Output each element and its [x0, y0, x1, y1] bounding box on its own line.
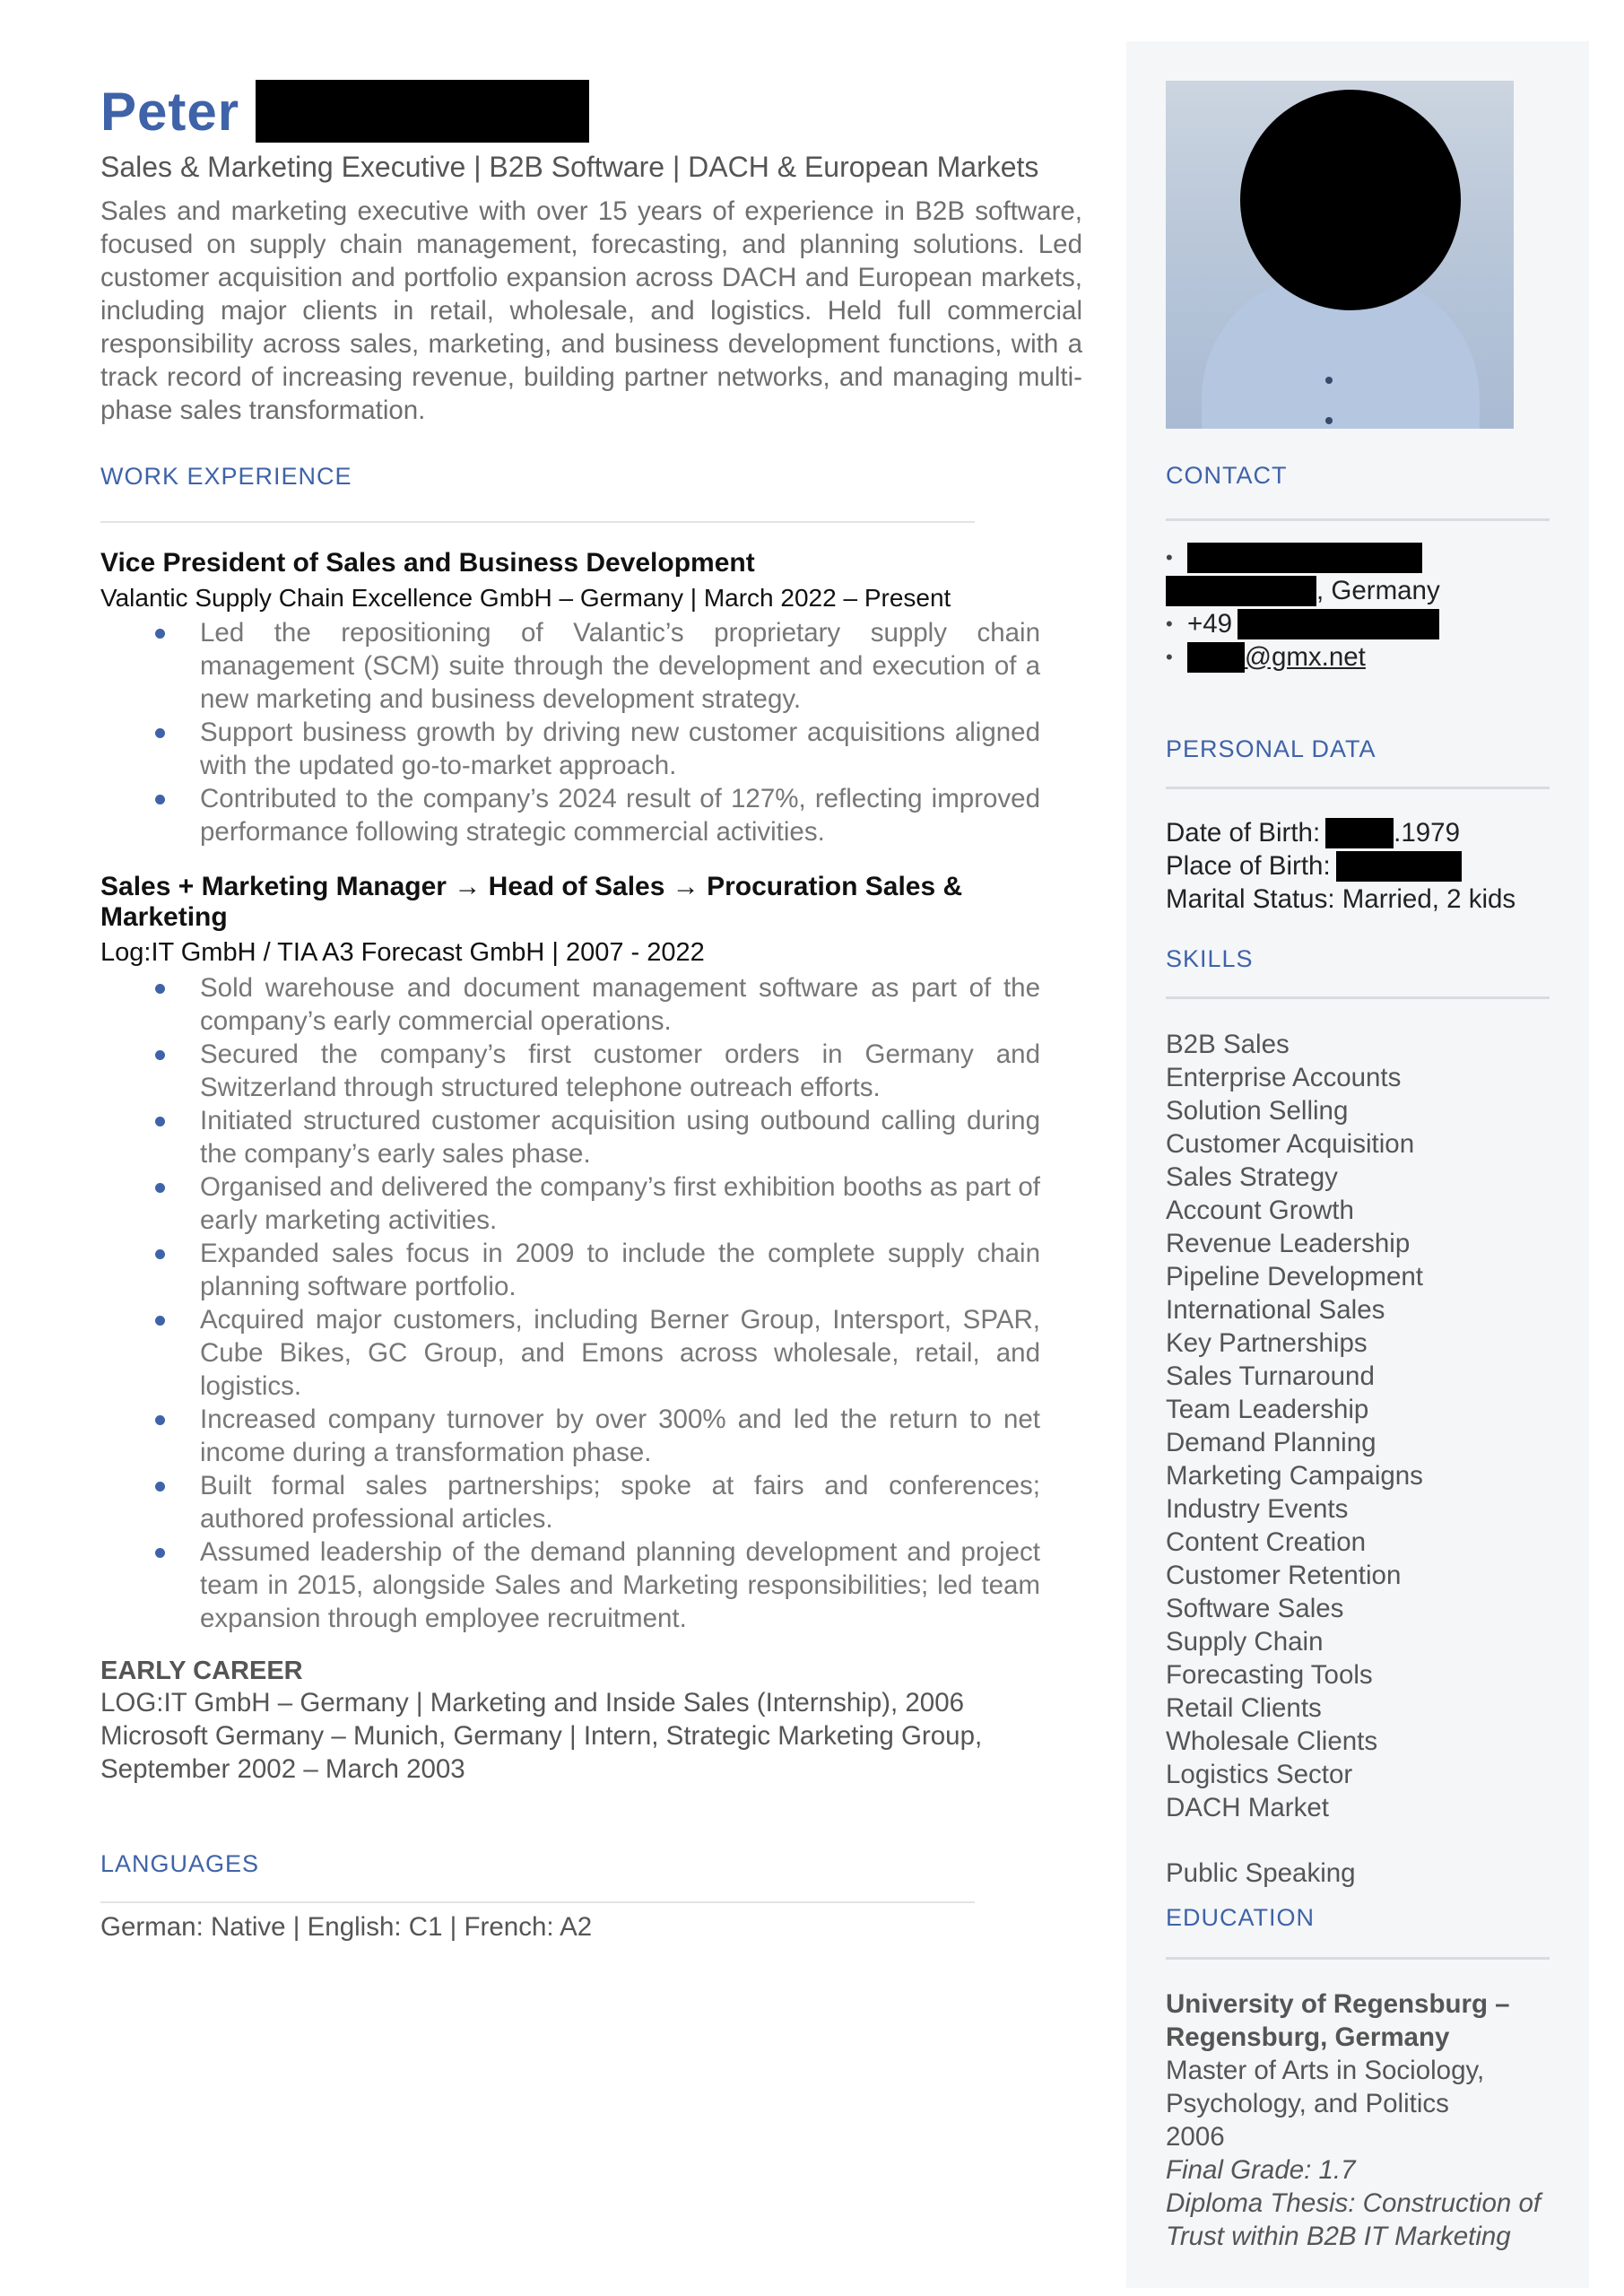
skill-item: Demand Planning — [1166, 1428, 1376, 1457]
languages-text: German: Native | English: C1 | French: A2 — [100, 1912, 593, 1942]
final-grade: Final Grade: 1.7 — [1166, 2155, 1356, 2185]
street-redaction — [1187, 543, 1422, 573]
thesis-line: Trust within B2B IT Marketing — [1166, 2222, 1511, 2251]
dob-year: .1979 — [1394, 817, 1460, 848]
job-entry — [100, 548, 1087, 848]
bullet-dot: • — [1166, 612, 1173, 635]
section-divider — [1166, 996, 1550, 999]
university-name: University of Regensburg – — [1166, 1989, 1510, 2019]
skill-item: Industry Events — [1166, 1494, 1349, 1524]
profile-summary: Sales and marketing executive with over 15 years of experience in B2B software, focused on supply chain management, forecasting, and planning solutions. Led customer acquisition and portfolio expansion across DACH and European markets, including major clients in retail, wholesale, and logistics. Held full commercial responsibility across sales, marketing, and business development functions, with a track record of increasing revenue, building partner networks, and managing multi-phase sales transformation. — [100, 196, 1082, 425]
name-row — [100, 72, 1087, 151]
skill-item: Key Partnerships — [1166, 1328, 1368, 1358]
shirt-button-dot — [1325, 377, 1333, 384]
bullet-dot: • — [1166, 645, 1173, 668]
skill-item: Forecasting Tools — [1166, 1660, 1373, 1690]
skill-item: Public Speaking — [1166, 1858, 1356, 1888]
university-location: Regensburg, Germany — [1166, 2022, 1450, 2052]
pob-redaction — [1336, 851, 1462, 882]
dob-redaction — [1325, 818, 1394, 848]
thesis-line: Diploma Thesis: Construction of — [1166, 2188, 1541, 2218]
skill-item: Marketing Campaigns — [1166, 1461, 1423, 1491]
tagline: Sales & Marketing Executive | B2B Software | DACH & European Markets — [100, 151, 1039, 183]
bullet-item: Initiated structured customer acquisition using outbound calling during the company’s early sales phase. — [100, 1104, 1040, 1170]
skill-item: International Sales — [1166, 1295, 1385, 1325]
bullet-item: Organised and delivered the company’s first exhibition booths as part of early marketing activities. — [100, 1170, 1040, 1237]
section-divider — [1166, 787, 1550, 789]
early-career-line: Microsoft Germany – Munich, Germany | Intern, Strategic Marketing Group, — [100, 1721, 983, 1751]
degree-line: Master of Arts in Sociology, — [1166, 2056, 1485, 2085]
section-divider — [1166, 518, 1550, 521]
face-redaction — [1240, 90, 1461, 310]
skill-item: Supply Chain — [1166, 1627, 1324, 1657]
skill-item: Sales Strategy — [1166, 1162, 1338, 1192]
early-career-line: LOG:IT GmbH – Germany | Marketing and Inside Sales (Internship), 2006 — [100, 1688, 965, 1718]
skill-item: Sales Turnaround — [1166, 1361, 1375, 1391]
bullet-item: Built formal sales partnerships; spoke at fairs and conferences; authored professional articles. — [100, 1469, 1040, 1535]
section-divider — [1166, 1957, 1550, 1960]
degree-line: Psychology, and Politics — [1166, 2089, 1449, 2118]
contact-email[interactable] — [1166, 640, 1560, 674]
bullet-dot: • — [1166, 545, 1173, 569]
dob-label: Date of Birth: — [1166, 817, 1321, 848]
contact-phone — [1166, 607, 1560, 640]
surname-redaction — [256, 80, 589, 143]
graduation-year: 2006 — [1166, 2122, 1225, 2152]
personal-data-list — [1166, 816, 1560, 916]
contact-heading: CONTACT — [1166, 462, 1288, 489]
job-bullets — [100, 616, 1040, 848]
bullet-item: Acquired major customers, including Berner Group, Intersport, SPAR, Cube Bikes, GC Group, and Emons across wholesale, retail, and logistics. — [100, 1303, 1040, 1403]
city-redaction — [1166, 576, 1316, 606]
bullet-item: Support business growth by driving new customer acquisitions aligned with the updated go-to-market approach. — [100, 716, 1040, 782]
bullet-item: Assumed leadership of the demand planning development and project team in 2015, alongside Sales and Marketing responsibilities; led team expansion through employee recruitment. — [100, 1535, 1040, 1635]
skill-item: Solution Selling — [1166, 1096, 1349, 1126]
bullet-item: Increased company turnover by over 300% and led the return to net income during a transformation phase. — [100, 1403, 1040, 1469]
job-entry — [100, 872, 1087, 1635]
bullet-item: Led the repositioning of Valantic’s proprietary supply chain management (SCM) suite through the development and execution of a new marketing and business development strategy. — [100, 616, 1040, 716]
first-name: Peter — [100, 81, 240, 142]
skill-item: DACH Market — [1166, 1793, 1329, 1822]
date-of-birth — [1166, 816, 1560, 849]
profile-photo — [1166, 81, 1514, 429]
education-entry — [1166, 1987, 1560, 2253]
marital-status: Marital Status: Married, 2 kids — [1166, 883, 1516, 914]
skill-item: Logistics Sector — [1166, 1760, 1353, 1789]
address-country: , Germany — [1316, 575, 1440, 605]
main-column — [100, 72, 1087, 1943]
skills-heading: SKILLS — [1166, 945, 1254, 972]
early-career-heading: EARLY CAREER — [100, 1657, 303, 1685]
contact-address-line1 — [1166, 541, 1560, 574]
bullet-item: Sold warehouse and document management software as part of the company’s early commercial operations. — [100, 971, 1040, 1038]
job-company-dates: Valantic Supply Chain Excellence GmbH – Germany | March 2022 – Present — [100, 584, 951, 612]
skill-item: Wholesale Clients — [1166, 1726, 1378, 1756]
section-divider — [100, 521, 975, 523]
job-title: Sales + Marketing Manager → Head of Sales → Procuration Sales & Marketing — [100, 872, 963, 932]
job-bullets — [100, 971, 1040, 1635]
skill-item: Team Leadership — [1166, 1395, 1369, 1424]
work-experience-heading: WORK EXPERIENCE — [100, 463, 352, 490]
skill-item: Account Growth — [1166, 1196, 1354, 1225]
skill-item: Customer Retention — [1166, 1561, 1402, 1590]
email-link[interactable]: @gmx.net — [1245, 641, 1366, 672]
phone-redaction — [1238, 609, 1439, 639]
skill-item: Customer Acquisition — [1166, 1129, 1415, 1159]
skill-item: Content Creation — [1166, 1527, 1367, 1557]
early-career-section — [100, 1657, 1087, 1786]
pob-label: Place of Birth: — [1166, 850, 1331, 881]
bullet-item: Expanded sales focus in 2009 to include the complete supply chain planning software portfolio. — [100, 1237, 1040, 1303]
contact-address-line2 — [1166, 574, 1560, 607]
bullet-item: Secured the company’s first customer orders in Germany and Switzerland through structured telephone outreach efforts. — [100, 1038, 1040, 1104]
education-heading: EDUCATION — [1166, 1904, 1316, 1931]
languages-heading: LANGUAGES — [100, 1850, 260, 1877]
bullet-item: Contributed to the company’s 2024 result of 127%, reflecting improved performance following strategic commercial activities. — [100, 782, 1040, 848]
skill-item: Revenue Leadership — [1166, 1229, 1411, 1258]
early-career-line: September 2002 – March 2003 — [100, 1754, 465, 1784]
contact-list — [1166, 541, 1560, 674]
email-user-redaction — [1187, 642, 1245, 673]
place-of-birth — [1166, 849, 1560, 883]
skills-list — [1166, 1028, 1560, 1890]
skill-item: Software Sales — [1166, 1594, 1344, 1623]
skill-item: Enterprise Accounts — [1166, 1063, 1402, 1092]
section-divider — [100, 1901, 975, 1903]
personal-data-heading: PERSONAL DATA — [1166, 735, 1376, 762]
skill-item: B2B Sales — [1166, 1030, 1290, 1059]
skill-item: Pipeline Development — [1166, 1262, 1423, 1292]
phone-prefix: +49 — [1187, 608, 1233, 639]
job-company-dates: Log:IT GmbH / TIA A3 Forecast GmbH | 2007 - 2022 — [100, 938, 705, 967]
skill-item: Retail Clients — [1166, 1693, 1322, 1723]
job-title: Vice President of Sales and Business Development — [100, 548, 755, 578]
shirt-button-dot — [1325, 417, 1333, 424]
